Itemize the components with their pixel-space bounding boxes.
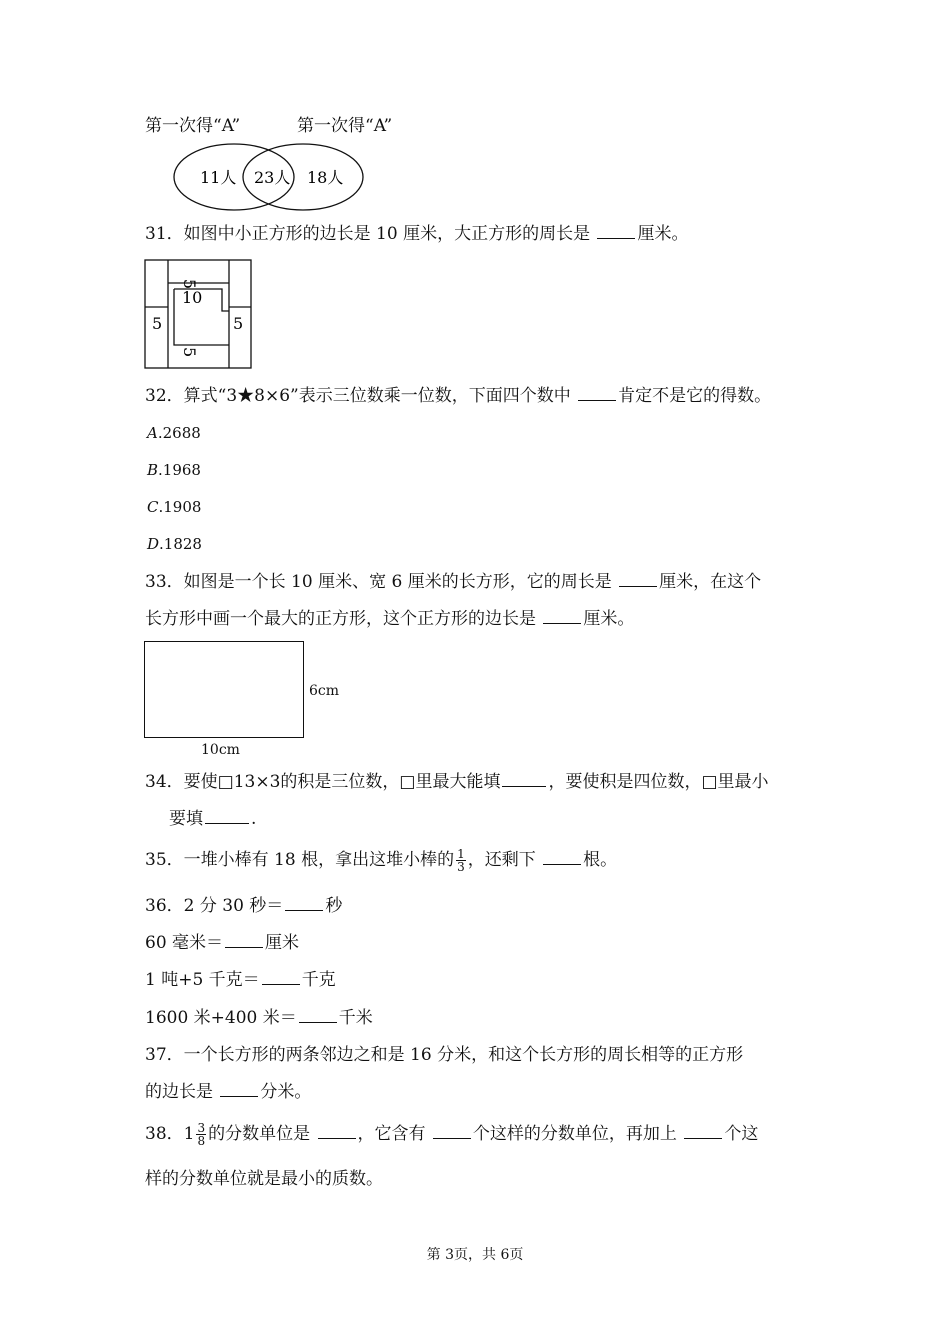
q32-text: 算式“3★8×6”表示三位数乘一位数，下面四个数中 xyxy=(183,386,577,406)
question-36-line-2: 60 毫米＝ 厘米 xyxy=(145,933,300,953)
q33-height-label: 6cm xyxy=(309,683,340,699)
venn-left-only: 11人 xyxy=(200,168,237,187)
q33-answer-blank-2[interactable] xyxy=(543,607,581,624)
q38-answer-blank-2[interactable] xyxy=(433,1122,471,1139)
question-33-line-1: 33．如图是一个长 10 厘米、宽 6 厘米的长方形，它的周长是 厘米，在这个 xyxy=(145,572,762,592)
q33-rectangle xyxy=(144,641,304,738)
q32-option-c[interactable]: C.1908 xyxy=(147,498,202,516)
venn-both: 23人 xyxy=(254,168,291,187)
question-38-line-2: 样的分数单位就是最小的质数。 xyxy=(145,1169,383,1189)
venn-right-only: 18人 xyxy=(307,168,344,187)
q36-answer-blank-4[interactable] xyxy=(299,1006,337,1023)
q36-number: 36． xyxy=(145,896,184,916)
question-38-line-1: 38．1 $\frac{3}{8}$ 的分数单位是 ，它含有 个这样的分数单位，再加上 个这 xyxy=(145,1121,759,1148)
q35-answer-blank[interactable] xyxy=(543,848,581,865)
question-37-line-1: 37．一个长方形的两条邻边之和是 16 分米，和这个长方形的周长相等的正方形 xyxy=(145,1045,744,1065)
q33-answer-blank-1[interactable] xyxy=(619,570,657,587)
q31-label-bottom: 5 xyxy=(180,347,199,358)
q33-number: 33． xyxy=(145,572,184,592)
q37-number: 37． xyxy=(145,1045,184,1065)
q32-text-end: 肯定不是它的得数。 xyxy=(618,386,772,406)
question-34-line-1: 34．要使□13×3的积是三位数，□里最大能填 ，要使积是四位数，□里最小 xyxy=(145,772,769,792)
q33-width-label: 10cm xyxy=(201,742,240,758)
question-35: 35．一堆小棒有 18 根，拿出这堆小棒的 $\frac{1}{3}$ ，还剩下 根。 xyxy=(145,847,618,874)
q32-option-a[interactable]: A.2688 xyxy=(147,424,201,442)
q35-number: 35． xyxy=(145,850,184,870)
q35-fraction: $\frac{1}{3}$ xyxy=(457,847,465,874)
q32-option-b[interactable]: B.1968 xyxy=(147,461,201,479)
q38-whole: 1 xyxy=(183,1124,195,1144)
q31-text: 如图中小正方形的边长是 10 厘米，大正方形的周长是 xyxy=(183,224,596,244)
q31-figure xyxy=(144,259,254,371)
q38-answer-blank-1[interactable] xyxy=(318,1122,356,1139)
venn-label-right: 第一次得“A” xyxy=(297,116,393,136)
q32-answer-blank[interactable] xyxy=(578,384,616,401)
question-36-line-1: 36．2 分 30 秒＝ 秒 xyxy=(145,896,343,916)
q38-number: 38． xyxy=(145,1124,184,1144)
q36-answer-blank-2[interactable] xyxy=(225,931,263,948)
q34-answer-blank-1[interactable] xyxy=(502,770,546,787)
venn-diagram xyxy=(170,140,370,214)
question-32 xyxy=(145,384,771,408)
question-37-line-2: 的边长是 分米。 xyxy=(145,1082,312,1102)
q38-answer-blank-3[interactable] xyxy=(684,1122,722,1139)
q34-answer-blank-2[interactable] xyxy=(205,807,249,824)
q34-number: 34． xyxy=(145,772,184,792)
q32-option-d[interactable]: D.1828 xyxy=(147,535,202,553)
question-36-line-4: 1600 米+400 米＝ 千米 xyxy=(145,1008,373,1028)
q36-answer-blank-1[interactable] xyxy=(285,894,323,911)
question-36-line-3: 1 吨+5 千克＝ 千克 xyxy=(145,970,336,990)
q31-answer-blank[interactable] xyxy=(597,222,635,239)
q38-fraction: $\frac{3}{8}$ xyxy=(197,1121,206,1148)
q31-label-inner: 10 xyxy=(182,288,203,307)
q31-label-top: 5 xyxy=(180,278,199,289)
q32-number: 32． xyxy=(145,386,184,406)
question-33-line-2: 长方形中画一个最大的正方形，这个正方形的边长是 厘米。 xyxy=(145,609,635,629)
question-34-line-2: 要填 . xyxy=(169,809,257,829)
q31-number: 31． xyxy=(145,224,184,244)
q31-label-right: 5 xyxy=(233,314,244,333)
question-31 xyxy=(145,222,688,246)
page-footer: 第 3页，共 6页 xyxy=(426,1247,524,1263)
q36-answer-blank-3[interactable] xyxy=(262,968,300,985)
q31-label-left: 5 xyxy=(152,314,163,333)
q31-unit: 厘米。 xyxy=(637,224,689,244)
q37-answer-blank[interactable] xyxy=(220,1080,258,1097)
venn-label-left: 第一次得“A” xyxy=(145,116,241,136)
